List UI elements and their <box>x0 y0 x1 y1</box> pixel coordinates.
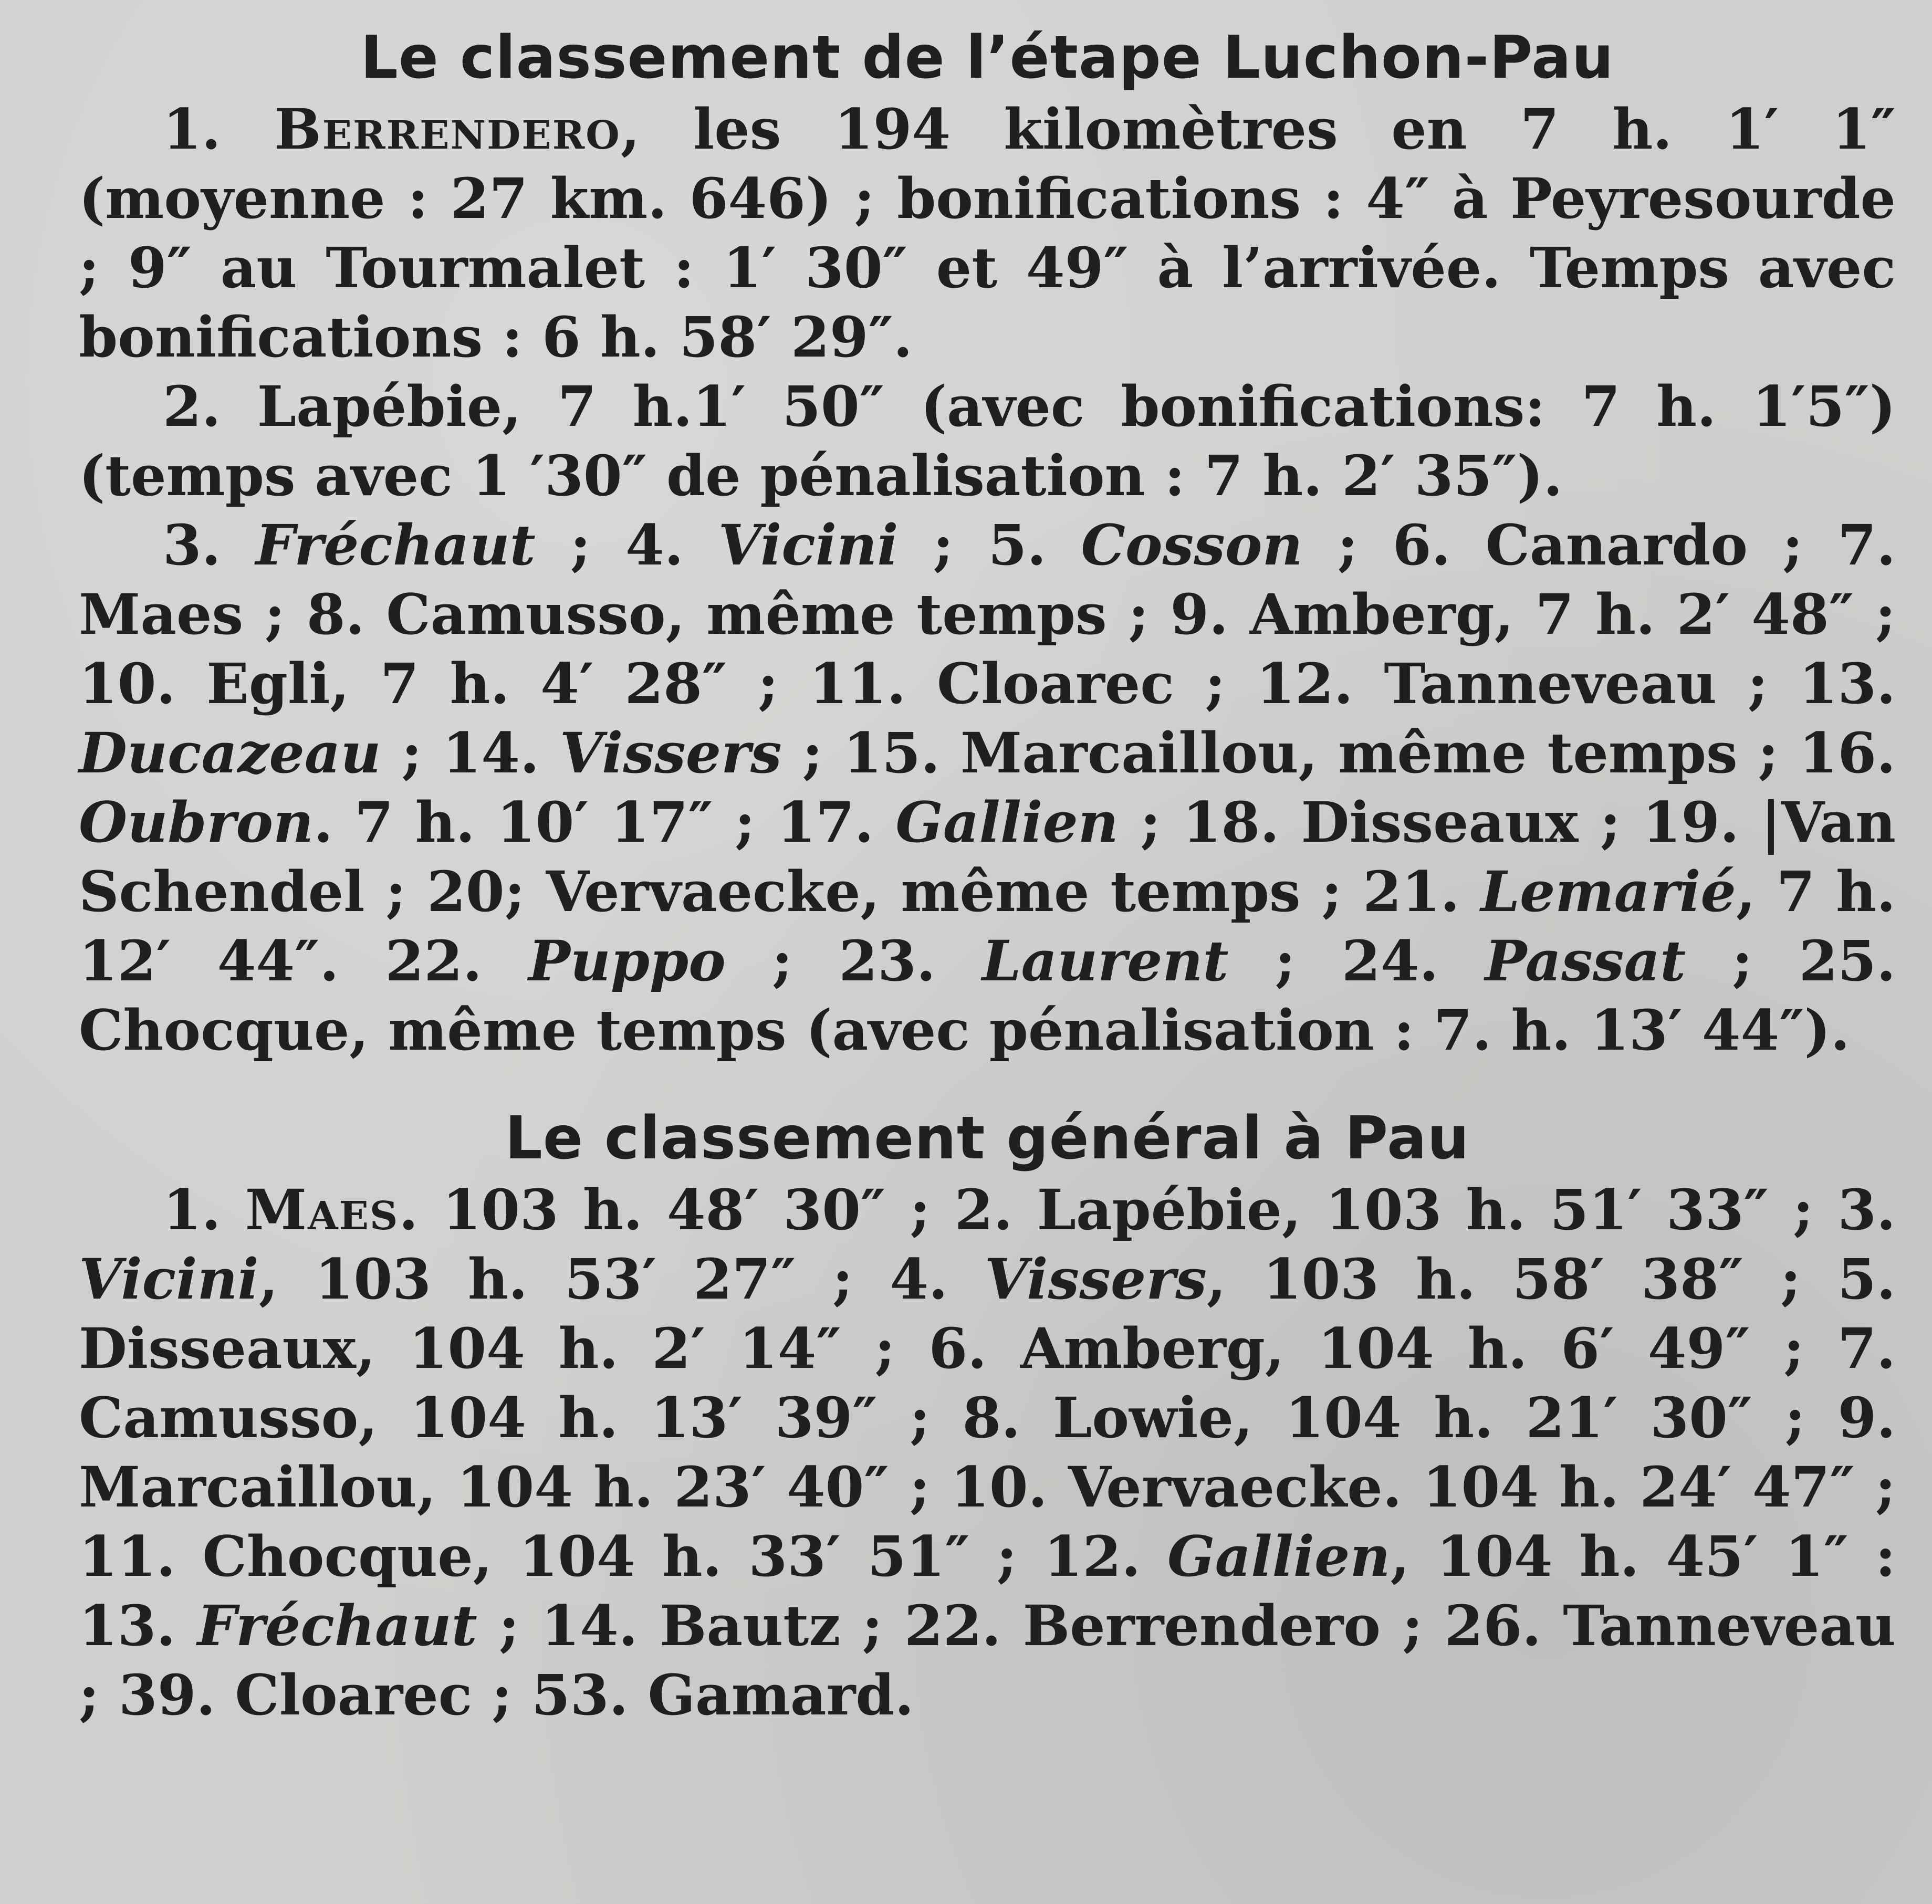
rider-name-italic: Passat <box>1485 928 1686 993</box>
results-text: ; 6. Canardo ; 7. Maes ; 8. Camusso, même temps ; 9. Amberg, 7 h. 2′ 48″ ; 10. Egli, 7 h. 4′ 28″ ; 11. Cloarec ; 12. Tanneveau ; 13. <box>79 512 1896 716</box>
rider-name-italic: Ducazeau <box>79 720 381 786</box>
rider-name-italic: Puppo <box>528 928 726 993</box>
results-text: 1. <box>163 96 275 162</box>
rider-name-italic: Vissers <box>559 720 782 786</box>
stage-results-paragraph <box>79 372 1896 510</box>
stage-results-paragraph <box>79 95 1896 372</box>
rider-name-italic: Vissers <box>984 1246 1207 1312</box>
rider-name-small-caps: Maes <box>245 1177 399 1242</box>
results-text: ; 14. <box>381 720 560 786</box>
stage-results-paragraph <box>79 510 1896 1065</box>
rider-name-italic: Gallien <box>895 789 1119 855</box>
results-text: . 7 h. 10′ 17″ ; 17. <box>314 789 896 855</box>
results-text: ; 25. Chocque, même temps (avec pénalisation : 7. h. 13′ 44″). <box>79 928 1896 1063</box>
general-classification-paragraph <box>79 1175 1896 1730</box>
newspaper-clipping <box>79 21 1896 1890</box>
rider-name-italic: Vicini <box>79 1246 259 1312</box>
general-classification-body <box>79 1175 1896 1730</box>
rider-name-italic: Cosson <box>1081 512 1303 578</box>
rider-name-small-caps: Berrendero <box>274 96 621 162</box>
results-text: ; 5. <box>898 512 1081 578</box>
results-text: ; 18. Disseaux ; 19. |Van Schendel ; 20; Vervaecke, même temps ; 21. <box>79 789 1896 924</box>
rider-name-italic: Lemarié <box>1480 859 1736 924</box>
results-text: . 103 h. 48′ 30″ ; 2. Lapébie, 103 h. 51′ 33″ ; 3. <box>399 1177 1896 1242</box>
stage-results-heading: Le classement de l’étape Luchon-Pau <box>360 24 1614 92</box>
results-text: ; 15. Marcaillou, même temps ; 16. <box>781 720 1896 786</box>
results-text: 2. Lapébie, 7 h.1′ 50″ (avec bonifications: 7 h. 1′5″) (temps avec 1 ′30″ de pénalisation : 7 h. 2′ 35″). <box>79 373 1896 508</box>
general-classification-heading: Le classement général à Pau <box>505 1104 1470 1173</box>
results-text: ; 23. <box>725 928 982 993</box>
results-text: ; 4. <box>535 512 718 578</box>
rider-name-italic: Gallien <box>1167 1523 1391 1589</box>
results-text: , 7 h. 12′ 44″. 22. <box>79 859 1896 993</box>
stage-results-body <box>79 95 1896 1065</box>
results-text: 1. <box>163 1177 245 1242</box>
results-text: , les 194 kilomètres en 7 h. 1′ 1″ (moyenne : 27 km. 646) ; bonifications : 4″ à Peyresourde ; 9″ au Tourmalet : 1′ 30″ et 49″ à l’arrivée. Temps avec bonifications : 6 h. 58′ 29″. <box>79 96 1896 370</box>
rider-name-italic: Vicini <box>718 512 899 578</box>
results-text: , 104 h. 45′ 1″ : 13. <box>79 1523 1896 1658</box>
results-text: 3. <box>163 512 256 578</box>
rider-name-italic: Laurent <box>981 928 1229 993</box>
rider-name-italic: Fréchaut <box>255 512 536 578</box>
results-text: ; 24. <box>1228 928 1485 993</box>
results-text: , 103 h. 58′ 38″ ; 5. Disseaux, 104 h. 2′ 14″ ; 6. Amberg, 104 h. 6′ 49″ ; 7. Camusso, 104 h. 13′ 39″ ; 8. Lowie, 104 h. 21′ 30″ ; 9. Marcaillou, 104 h. 23′ 40″ ; 10. Vervaecke. 104 h. 24′ 47″ ; 11. Chocque, 104 h. 33′ 51″ ; 12. <box>79 1246 1896 1589</box>
results-text: , 103 h. 53′ 27″ ; 4. <box>258 1246 985 1312</box>
results-text: ; 14. Bautz ; 22. Berrendero ; 26. Tanneveau ; 39. Cloarec ; 53. Gamard. <box>79 1593 1896 1728</box>
rider-name-italic: Oubron <box>79 789 314 855</box>
rider-name-italic: Fréchaut <box>197 1593 477 1658</box>
